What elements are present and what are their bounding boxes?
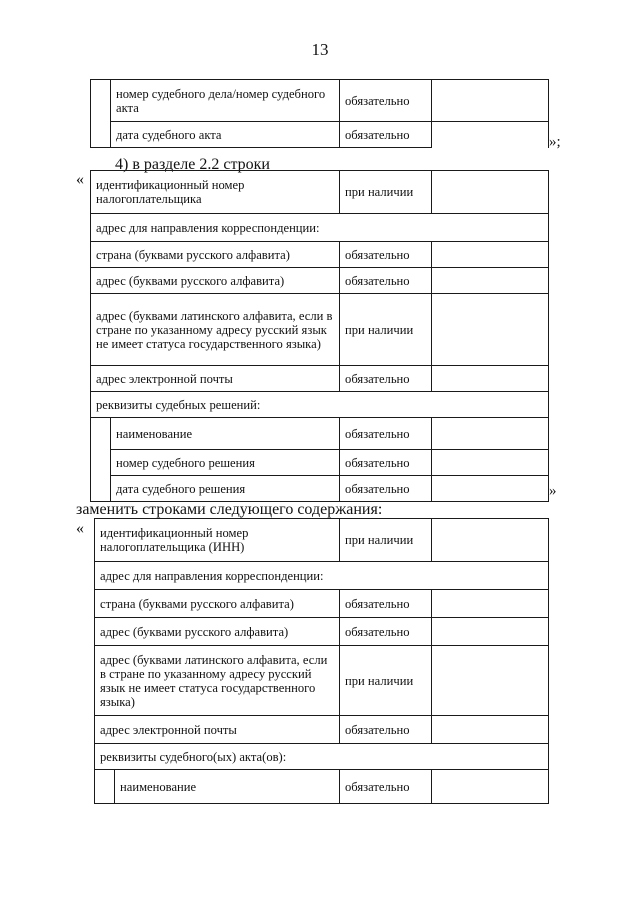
table-row (91, 80, 549, 122)
row-status: обязательно (340, 476, 432, 502)
table-row (91, 171, 549, 214)
row-label: наименование (115, 770, 340, 804)
table-row (91, 214, 549, 242)
empty-cell (432, 646, 549, 716)
item-4-text: 4) в разделе 2.2 строки (115, 156, 270, 173)
indent-cell (91, 418, 111, 502)
empty-cell (432, 770, 549, 804)
table-row (91, 476, 549, 502)
empty-cell (432, 476, 549, 502)
empty-cell (432, 242, 549, 268)
empty-cell (432, 122, 549, 148)
row-label: дата судебного акта (111, 122, 340, 148)
table-row (91, 450, 549, 476)
empty-cell (432, 450, 549, 476)
section-header: адрес для направления корреспонденции: (91, 214, 549, 242)
replace-text: заменить строками следующего содержания: (76, 501, 383, 518)
table-row (91, 122, 549, 148)
table-row (91, 366, 549, 392)
row-label: номер судебного дела/номер судебного акта (111, 80, 340, 122)
table-row (91, 242, 549, 268)
empty-cell (432, 80, 549, 122)
empty-cell (432, 519, 549, 562)
empty-cell (432, 618, 549, 646)
table-row (95, 519, 549, 562)
table-new (94, 518, 549, 804)
empty-cell (432, 268, 549, 294)
close-mark: »; (549, 134, 561, 150)
row-label: адрес электронной почты (95, 716, 340, 744)
table-top (90, 79, 549, 148)
row-status: обязательно (340, 450, 432, 476)
table-row (91, 294, 549, 366)
row-label: адрес электронной почты (91, 366, 340, 392)
row-status: при наличии (340, 171, 432, 214)
row-status: обязательно (340, 80, 432, 122)
row-status: обязательно (340, 770, 432, 804)
empty-cell (432, 716, 549, 744)
table-row (95, 646, 549, 716)
row-status: при наличии (340, 519, 432, 562)
row-label: страна (буквами русского алфавита) (95, 590, 340, 618)
section-header: реквизиты судебного(ых) акта(ов): (95, 744, 549, 770)
indent-cell (91, 80, 111, 148)
empty-cell (432, 171, 549, 214)
indent-cell (95, 770, 115, 804)
empty-cell (432, 418, 549, 450)
row-status: обязательно (340, 418, 432, 450)
row-status: обязательно (340, 122, 432, 148)
row-label: наименование (111, 418, 340, 450)
row-label: идентификационный номер налогоплательщика (ИНН) (95, 519, 340, 562)
table-row (95, 562, 549, 590)
row-status: обязательно (340, 618, 432, 646)
table-row (95, 744, 549, 770)
row-status: обязательно (340, 366, 432, 392)
table-row (95, 590, 549, 618)
row-label: страна (буквами русского алфавита) (91, 242, 340, 268)
empty-cell (432, 294, 549, 366)
section-header: адрес для направления корреспонденции: (95, 562, 549, 590)
row-status: при наличии (340, 294, 432, 366)
table-row (91, 268, 549, 294)
table-row (95, 716, 549, 744)
row-status: обязательно (340, 590, 432, 618)
open-quote-2: « (76, 520, 84, 537)
row-label: адрес (буквами русского алфавита) (95, 618, 340, 646)
row-status: при наличии (340, 646, 432, 716)
row-label: адрес (буквами русского алфавита) (91, 268, 340, 294)
row-status: обязательно (340, 242, 432, 268)
row-status: обязательно (340, 716, 432, 744)
table-row (95, 618, 549, 646)
row-label: адрес (буквами латинского алфавита, если в стране по указанному адресу русский язык не имеет статуса государственного языка) (95, 646, 340, 716)
page-number: 13 (311, 40, 329, 59)
row-label: дата судебного решения (111, 476, 340, 502)
section-header: реквизиты судебных решений: (91, 392, 549, 418)
row-label: идентификационный номер налогоплательщика (91, 171, 340, 214)
table-row (95, 770, 549, 804)
close-quote: » (549, 483, 557, 499)
empty-cell (432, 366, 549, 392)
row-label: номер судебного решения (111, 450, 340, 476)
table-row (91, 418, 549, 450)
row-status: обязательно (340, 268, 432, 294)
row-label: адрес (буквами латинского алфавита, если в стране по указанному адресу русский язык не имеет статуса государственного языка) (91, 294, 340, 366)
table-row (91, 392, 549, 418)
table-old (90, 170, 549, 502)
empty-cell (432, 590, 549, 618)
open-quote: « (76, 171, 84, 188)
